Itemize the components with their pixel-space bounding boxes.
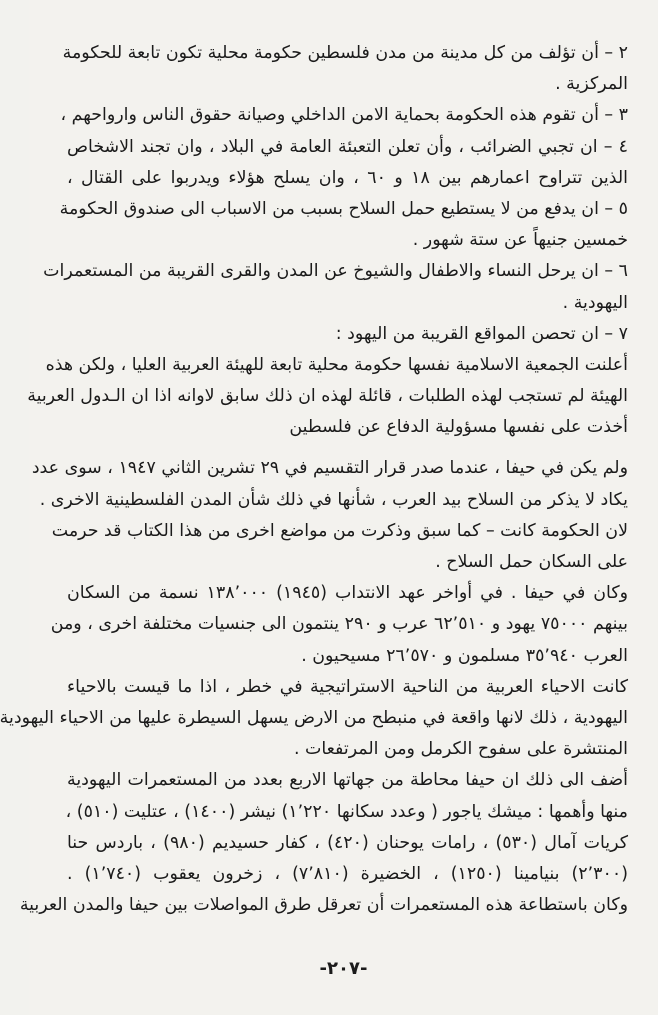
text-line: وكان في حيفا . في أواخر عهد الانتداب (١٩٤٥) ١٣٨٬٠٠٠ نسمة من السكان	[67, 583, 628, 604]
text-line: ٢ – أن تؤلف من كل مدينة من مدن فلسطين حكومة محلية تكون تابعة للحكومة	[62, 43, 628, 63]
text-line: أعلنت الجمعية الاسلامية نفسها حكومة محلية تابعة للهيئة العربية العليا ، ولكن هذه	[45, 354, 628, 375]
text-line: بينهم ٧٥٠٠٠ يهود و ٦٢٬٥١٠ عرب و ٢٩٠ ينتمون الى جنسيات مختلفة اخرى ، ومن	[50, 614, 628, 635]
text-line: وكان باستطاعة هذه المستعمرات أن تعرقل طرق المواصلات بين حيفا والمدن العربية	[19, 895, 628, 916]
text-line: ولم يكن في حيفا ، عندما صدر قرار التقسيم في ٢٩ تشرين الثاني ١٩٤٧ ، سوى عدد	[31, 458, 628, 479]
text-line: على السكان حمل السلاح .	[435, 552, 628, 572]
text-line: منها وأهمها : ميشك ياجور ( وعدد سكانها ١٬٢٢٠) نيشر (١٤٠٠) ، عتليت (٥١٠) ،	[65, 801, 628, 822]
text-line: ٥ – ان يدفع من لا يستطيع حمل السلاح بسبب من الاسباب الى صندوق الحكومة	[59, 198, 628, 219]
text-line: الذين تتراوح اعمارهم بين ١٨ و ٦٠ ، وان يسلح هؤلاء ويدربوا على القتال ،	[67, 167, 628, 188]
text-line: العرب ٣٥٬٩٤٠ مسلمون و ٢٦٬٥٧٠ مسيحيون .	[301, 645, 628, 666]
page-number: -٢٠٧-	[319, 958, 368, 979]
text-line: أخذت على نفسها مسؤولية الدفاع عن فلسطين	[289, 417, 628, 438]
text-line: ٦ – ان يرحل النساء والاطفال والشيوخ عن المدن والقرى القريبة من المستعمرات	[43, 261, 628, 282]
text-line: اليهودية .	[562, 292, 628, 313]
text-line: المنتشرة على سفوح الكرمل ومن المرتفعات .	[293, 739, 628, 760]
text-line: ٧ – ان تحصن المواقع القريبة من اليهود :	[335, 323, 628, 344]
text-line: كانت الاحياء العربية من الناحية الاستراتيجية في خطر ، اذا ما قيست بالاحياء	[67, 676, 628, 697]
text-line: اليهودية ، ذلك لانها واقعة في منبطح من الارض يسهل السيطرة عليها من الاحياء اليهودية	[0, 707, 628, 728]
text-line: كريات آمال (٥٣٠) ، رامات يوحنان (٤٢٠) ، كفار حسيديم (٩٨٠) ، باردس حنا	[67, 832, 629, 853]
text-line: يكاد لا يذكر من السلاح بيد العرب ، شأنها في ذلك شأن المدن الفلسطينية الاخرى .	[39, 489, 628, 510]
text-line: لان الحكومة كانت – كما سبق وذكرت من مواضع اخرى من هذا الكتاب قد حرمت	[51, 520, 628, 541]
text-line: أضف الى ذلك ان حيفا محاطة من جهاتها الاربع بعدد من المستعمرات اليهودية	[67, 770, 628, 791]
text-line: (٢٬٣٠٠) بنيامينا (١٢٥٠) ، الخضيرة (٧٬٨١٠) ، زخرون يعقوب (١٬٧٤٠) .	[67, 863, 628, 884]
text-line: المركزية .	[555, 74, 628, 95]
text-line: الهيئة لم تستجب لهذه الطلبات ، قائلة لهذه ان ذلك سابق لاوانه اذا ان الـدول العربية	[27, 386, 628, 407]
text-line: ٣ – أن تقوم هذه الحكومة بحماية الامن الداخلي وصيانة حقوق الناس وارواحهم ،	[60, 105, 628, 126]
text-line: خمسين جنيهاً عن ستة شهور .	[412, 230, 628, 251]
text-line: ٤ – ان تجبي الضرائب ، وأن تعلن التعبئة العامة في البلاد ، وان تجند الاشخاص	[67, 136, 628, 157]
paragraph-gap	[67, 443, 628, 453]
